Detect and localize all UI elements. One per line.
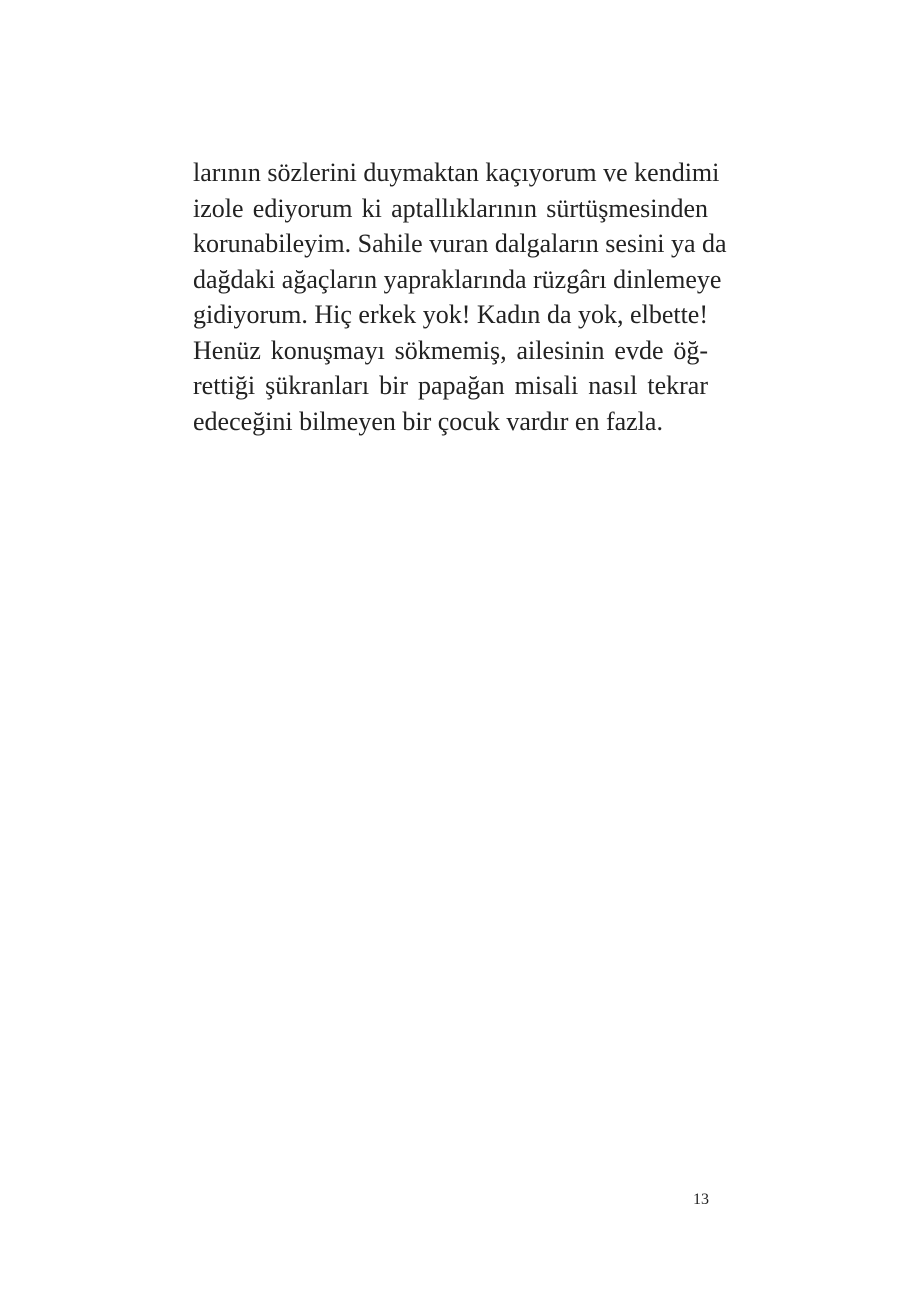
text-line: gidiyorum. Hiç erkek yok! Kadın da yok, elbette! [193, 300, 708, 329]
text-line: larının sözlerini duymaktan kaçıyorum ve kendimi [193, 158, 720, 187]
body-paragraph [193, 155, 727, 439]
text-line: Henüz konuşmayı sökmemiş, ailesinin evde öğ- [193, 335, 708, 365]
text-line: korunabileyim. Sahile vuran dalgaların sesini ya da [193, 229, 727, 258]
text-line: izole ediyorum ki aptallıklarının sürtüşmesinden [193, 193, 708, 223]
text-line: dağdaki ağaçların yapraklarında rüzgârı dinlemeye [193, 264, 722, 294]
text-line: rettiği şükranları bir papağan misali nasıl tekrar [193, 371, 708, 400]
text-line: edeceğini bilmeyen bir çocuk vardır en fazla. [193, 406, 663, 436]
page-number: 13 [693, 1191, 709, 1208]
